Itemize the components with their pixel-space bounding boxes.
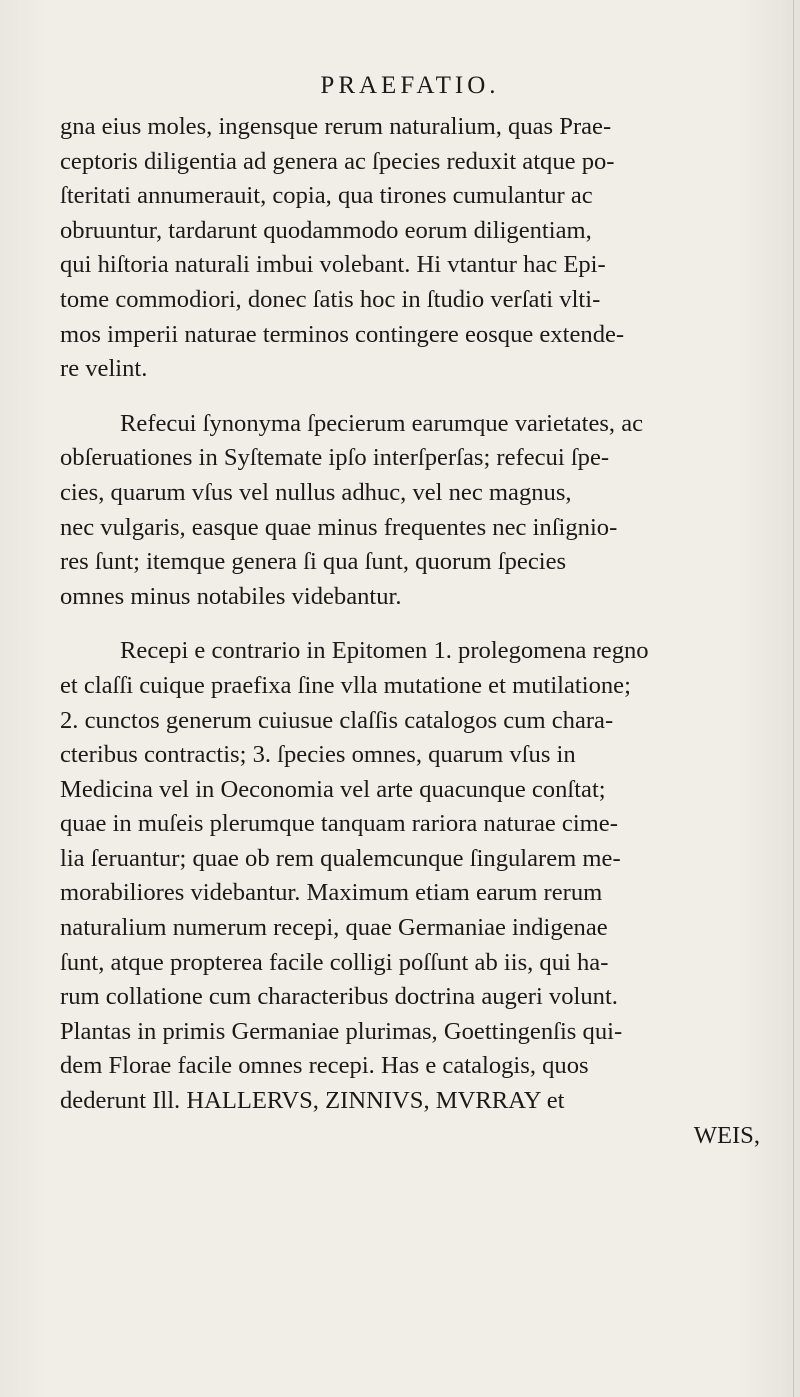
text-line: Medicina vel in Oeconomia vel arte quacunque conſtat; [60, 775, 606, 803]
text-line: ſunt, atque propterea facile colligi poſſunt ab iis, qui ha- [60, 948, 609, 976]
paragraph-3 [60, 634, 760, 1118]
text-line: dederunt Ill. HALLERVS, ZINNIVS, MVRRAY et [60, 1087, 565, 1115]
text-line: lia ſeruantur; quae ob rem qualemcunque ſingularem me- [60, 844, 621, 872]
paragraph-2 [60, 407, 760, 615]
text-line: ſteritati annumerauit, copia, qua tirones cumulantur ac [60, 182, 593, 210]
text-line: nec vulgaris, easque quae minus frequentes nec inſignio- [60, 513, 618, 541]
text-line: re velint. [60, 355, 148, 383]
text-line: dem Florae facile omnes recepi. Has e catalogis, quos [60, 1052, 589, 1080]
text-line: cteribus contractis; 3. ſpecies omnes, quarum vſus in [60, 741, 576, 769]
text-line: et claſſi cuique praefixa ſine vlla mutatione et mutilatione; [60, 671, 631, 699]
text-line: cies, quarum vſus vel nullus adhuc, vel nec magnus, [60, 478, 572, 506]
text-line: omnes minus notabiles videbantur. [60, 582, 402, 610]
catchword: WEIS, [693, 1121, 760, 1149]
text-line: Refecui ſynonyma ſpecierum earumque varietates, ac [120, 409, 644, 437]
text-line: gna eius moles, ingensque rerum naturalium, quas Prae- [60, 113, 612, 140]
paragraph-1 [60, 110, 760, 387]
text-line: Plantas in primis Germaniae plurimas, Goettingenſis qui- [60, 1017, 623, 1045]
text-line: quae in muſeis plerumque tanquam rariora naturae cime- [60, 810, 618, 838]
text-line: 2. cunctos generum cuiusue claſſis catalogos cum chara- [60, 706, 614, 734]
text-line: mos imperii naturae terminos contingere eosque extende- [60, 320, 625, 348]
text-line: tome commodiori, donec ſatis hoc in ſtudio verſati vlti- [60, 285, 601, 313]
text-line: qui hiſtoria naturali imbui volebant. Hi vtantur hac Epi- [60, 251, 606, 279]
running-head: PRAEFATIO. [320, 72, 500, 99]
text-line: naturalium numerum recepi, quae Germaniae indigenae [60, 914, 608, 942]
text-line: ceptoris diligentia ad genera ac ſpecies reduxit atque po- [60, 147, 615, 175]
text-line: res ſunt; itemque genera ſi qua ſunt, quorum ſpecies [60, 548, 567, 576]
text-line: Recepi e contrario in Epitomen 1. prolegomena regno [120, 637, 649, 665]
text-line: morabiliores videbantur. Maximum etiam earum rerum [60, 879, 603, 907]
text-line: rum collatione cum characteribus doctrina augeri volunt. [60, 983, 618, 1011]
page-edge [793, 0, 794, 1397]
text-line: obſeruationes in Syſtemate ipſo interſperſas; refecui ſpe- [60, 444, 610, 472]
body-text [60, 110, 760, 1153]
text-line: obruuntur, tardarunt quodammodo eorum diligentiam, [60, 216, 592, 244]
